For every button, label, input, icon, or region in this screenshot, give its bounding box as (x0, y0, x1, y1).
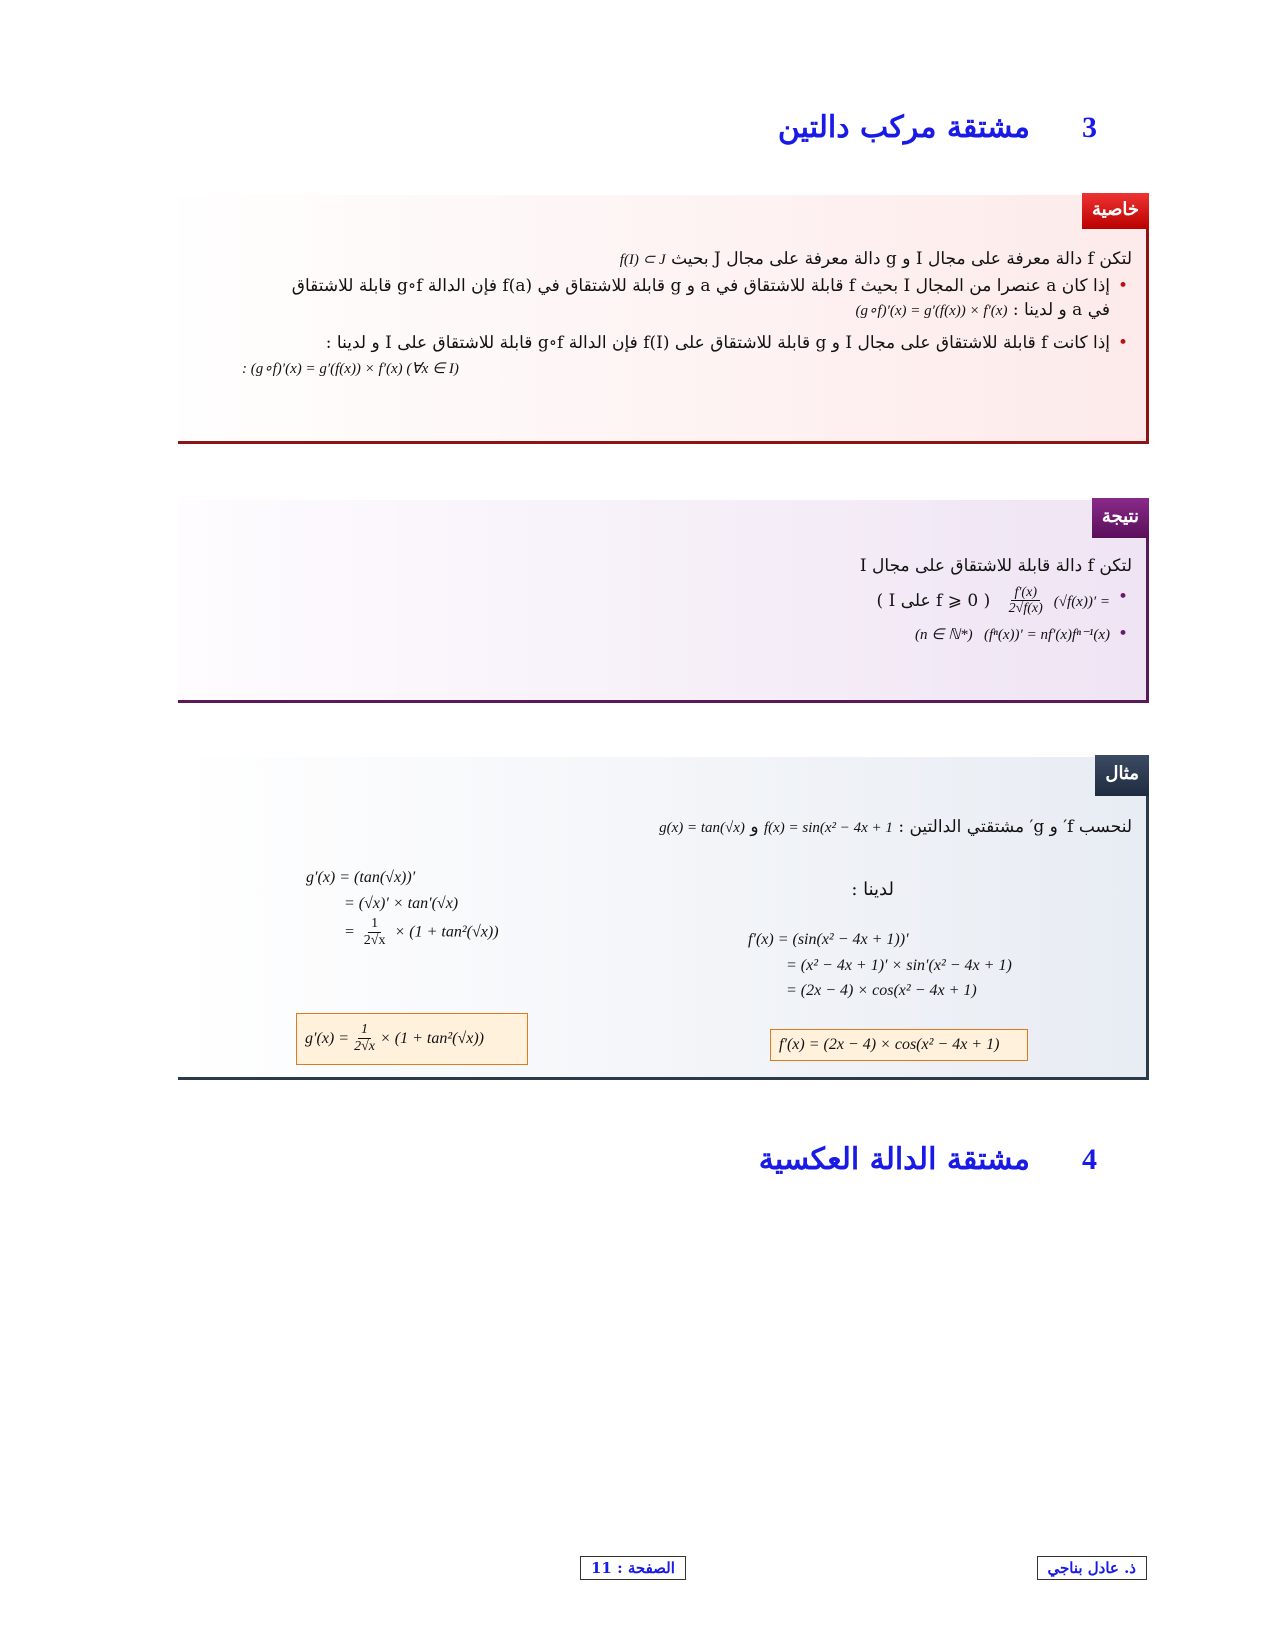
sqrt-derivative-lhs: (√f(x))′ = (1053, 593, 1110, 610)
f-result-frame: f′(x) = (2x − 4) × cos(x² − 4x + 1) (770, 1029, 1028, 1061)
g-result-tail: × (1 + tan²(√x)) (379, 1030, 484, 1047)
property-tag: خاصية (1082, 193, 1149, 229)
example-and: و (750, 817, 759, 837)
g-derivation: g′(x) = (tan(√x))′ = (√x)′ × tan′(√x) = $\frac{1}{2√x}$ × (1 + tan²(√x)) (306, 869, 499, 948)
power-derivative-math: (fⁿ(x))′ = nf′(x)fⁿ⁻¹(x) (984, 626, 1110, 643)
property-intro (192, 247, 1132, 272)
property-bullet-2 (192, 331, 1132, 380)
result-tag: نتيجة (1092, 498, 1149, 538)
property-bullet-1-cont: في a و لدينا : (1012, 300, 1110, 321)
fraction-denominator: 2√x (363, 932, 386, 948)
author-box: ذ. عادل بناجي (1037, 1556, 1148, 1580)
page-number-box: الصفحة : 11 (580, 1556, 686, 1580)
property-bullet-2-text: • إذا كانت f قابلة للاشتقاق على مجال I و g قابلة للاشتقاق على f(I) فإن الدالة g∘f قابلة للاشتقاق على I و لدينا : (325, 333, 1110, 354)
example-we-have: لدينا : (851, 879, 894, 900)
fraction-numerator: f′(x) (1011, 585, 1040, 601)
result-box (178, 500, 1149, 703)
property-intro-text: لتكن f دالة معرفة على مجال I و g دالة معرفة على مجال J بحيث (671, 249, 1132, 269)
section-heading: مشتقة مركب دالتين (777, 110, 1030, 145)
property-intro-math: f(I) ⊂ J (619, 252, 666, 268)
property-bullet-2-math: : (g∘f)′(x) = g′(f(x)) × f′(x) (∀x ∈ I) (242, 360, 459, 377)
f-row-2: = (x² − 4x + 1)′ × sin′(x² − 4x + 1) (786, 956, 1012, 974)
result-bullet-2 (192, 622, 1132, 647)
sqrt-derivative-fraction (1006, 585, 1046, 618)
example-intro (192, 815, 1132, 840)
fraction-denominator: 2√x (354, 1038, 375, 1054)
section-title-3 (778, 110, 1097, 145)
property-bullet-1-math: (g∘f)′(x) = g′(f(x)) × f′(x) (855, 303, 1008, 320)
g-result-frame (296, 1013, 528, 1065)
example-g-definition: g(x) = tan(√x) (659, 820, 745, 836)
section-number: 3 (1082, 111, 1097, 144)
property-box (178, 195, 1149, 444)
result-intro: لتكن f دالة قابلة للاشتقاق على مجال I (859, 556, 1132, 576)
section-number: 4 (1082, 1143, 1097, 1176)
g-row-3-tail: × (1 + tan²(√x)) (394, 923, 499, 941)
power-derivative-condition: (n ∈ ℕ*) (915, 626, 973, 643)
g-result-lhs: g′(x) = (305, 1030, 350, 1047)
example-f-definition: f(x) = sin(x² − 4x + 1 (763, 820, 893, 836)
example-tag: مثال (1095, 755, 1149, 796)
fraction-numerator: 1 (358, 1022, 371, 1038)
f-derivation (748, 927, 1012, 1004)
property-bullet-1-text: • إذا كان a عنصرا من المجال I بحيث f قابلة للاشتقاق في a و g قابلة للاشتقاق في f(a) فإن الدالة g∘f قابلة للاشتقاق (291, 275, 1110, 296)
g-result-fraction (351, 1022, 378, 1055)
g-row-1: g′(x) = (tan(√x))′ (306, 869, 416, 886)
fraction-denominator: 2√f(x) (1008, 601, 1043, 617)
section-title-4 (759, 1142, 1097, 1177)
f-row-1: f′(x) = (sin(x² − 4x + 1))′ (748, 931, 909, 948)
f-row-3: = (2x − 4) × cos(x² − 4x + 1) (786, 982, 977, 1000)
g-row-3-fraction (361, 916, 389, 949)
result-bullet-1 (192, 585, 1132, 618)
fraction-numerator: 1 (368, 916, 381, 932)
property-bullet-1 (192, 274, 1132, 323)
example-box (178, 757, 1149, 1080)
sqrt-condition: ( f ⩾ 0 على I ) (876, 590, 991, 611)
example-intro-text: لنحسب f′ و g′ مشتقتي الدالتين : (898, 817, 1132, 837)
g-row-2: = (√x)′ × tan′(√x) (344, 894, 459, 912)
section-heading: مشتقة الدالة العكسية (758, 1142, 1030, 1177)
